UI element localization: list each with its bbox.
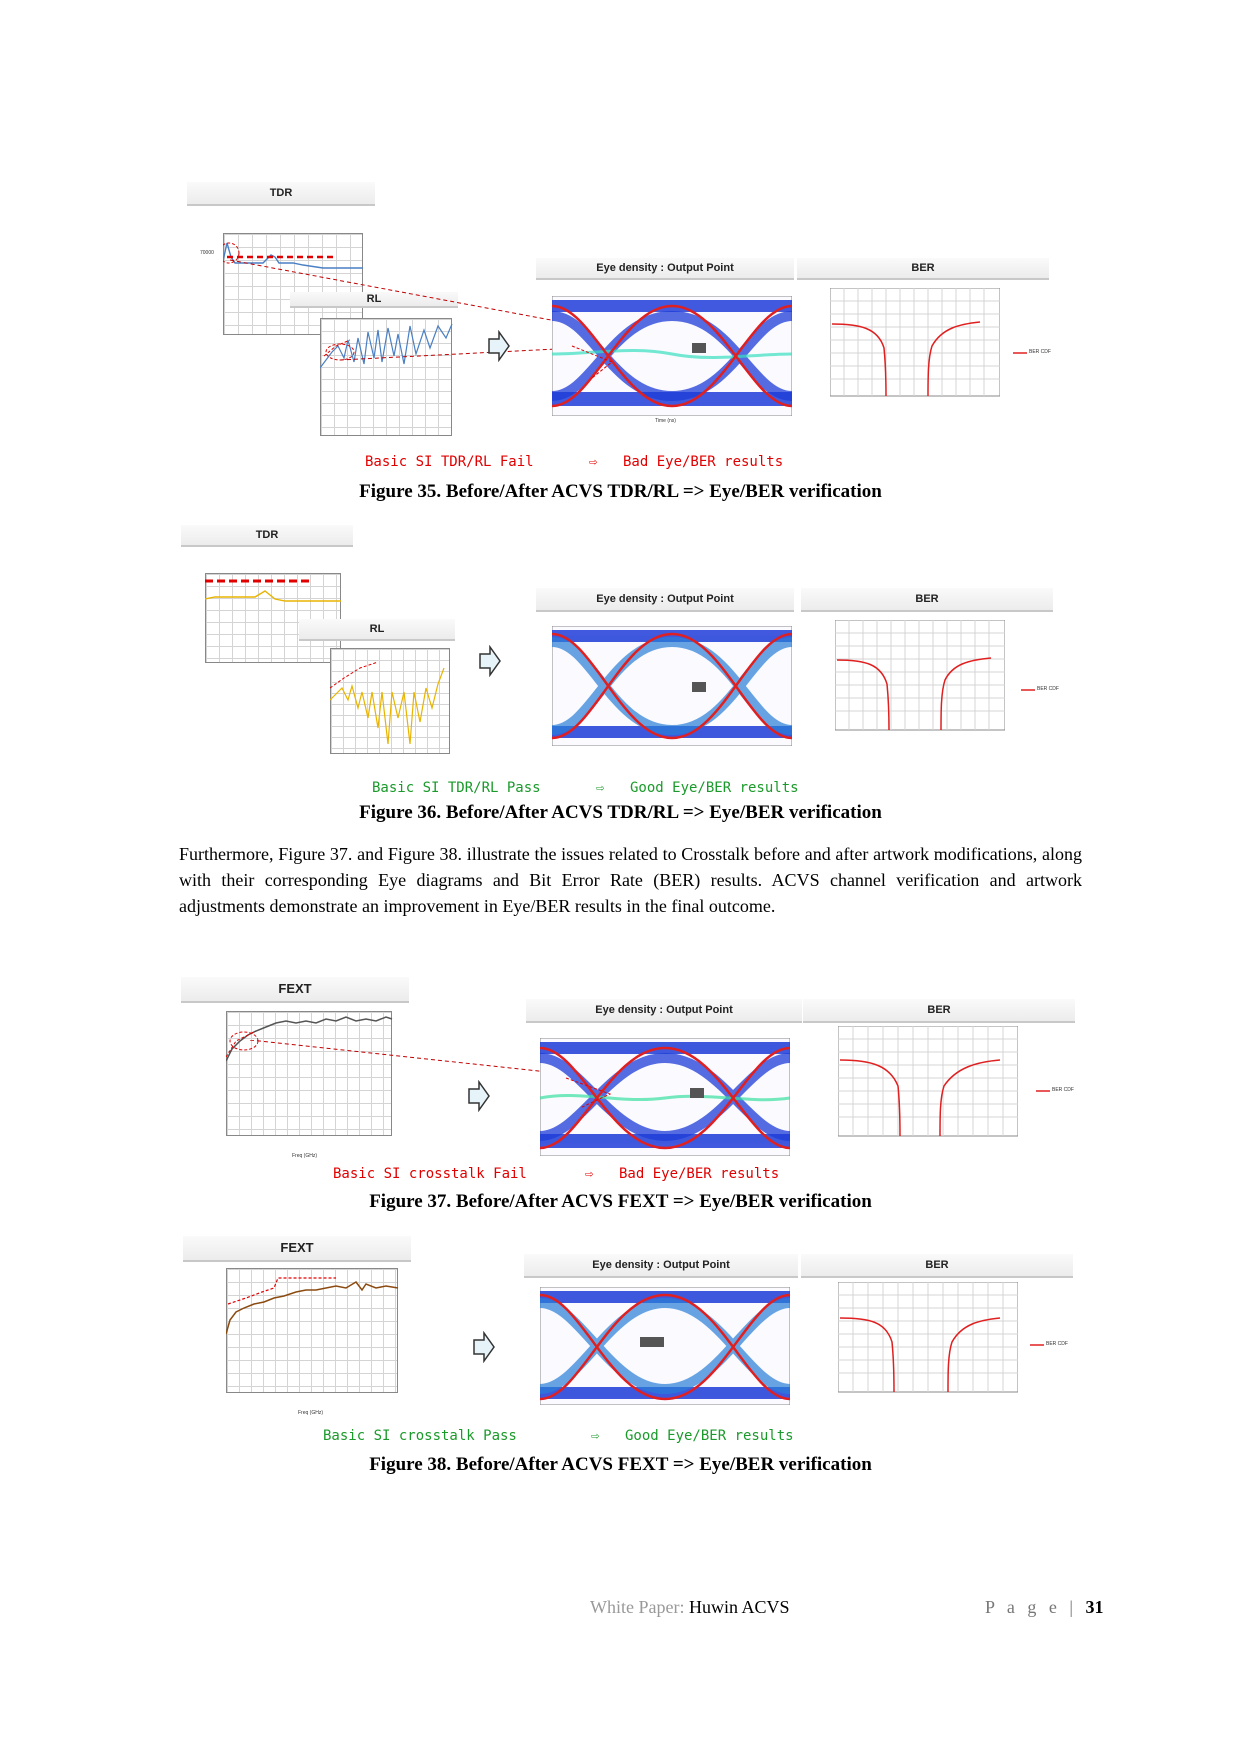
ber-panel-title: BER xyxy=(797,258,1049,280)
fext-xlabel: Freq (GHz) xyxy=(292,1153,317,1159)
footer-page-number: 31 xyxy=(1085,1597,1104,1617)
ber-legend: BER CDF xyxy=(1052,1087,1074,1093)
right-arrow-icon xyxy=(467,1080,491,1112)
eye-diagram-fail xyxy=(552,296,792,416)
rl-panel-title: RL xyxy=(290,292,458,308)
eye-panel-title: Eye density : Output Point xyxy=(524,1254,798,1278)
result-right: Bad Eye/BER results xyxy=(623,454,784,470)
body-paragraph: Furthermore, Figure 37. and Figure 38. illustrate the issues related to Crosstalk before and after artwork modifications, along with their corresponding Eye diagrams and Bit Error Rate (BER) results. ACVS channel verification and artwork adjustments demonstrate an improvement in Eye/BER results in the final outcome. xyxy=(179,844,1082,916)
right-arrow-icon xyxy=(472,1331,496,1363)
footer-page xyxy=(985,1597,1103,1618)
result-left: Basic SI crosstalk Fail xyxy=(333,1166,527,1182)
rl-curve-pass xyxy=(330,648,455,758)
result-left: Basic SI TDR/RL Fail xyxy=(365,454,534,470)
ber-plot-pass xyxy=(838,1282,1018,1394)
footer-sep: | xyxy=(1060,1597,1086,1617)
footer-doc: Huwin ACVS xyxy=(688,1597,790,1617)
ber-legend-swatch xyxy=(1030,1343,1044,1347)
rl-panel-title: RL xyxy=(299,619,455,641)
eye-diagram-pass xyxy=(552,626,792,746)
result-right: Good Eye/BER results xyxy=(630,780,799,796)
ber-panel-title: BER xyxy=(803,999,1075,1023)
footer-label: White Paper: xyxy=(590,1597,689,1617)
ber-plot-fail xyxy=(830,288,1000,398)
result-left: Basic SI TDR/RL Pass xyxy=(372,780,541,796)
figure-caption: Figure 35. Before/After ACVS TDR/RL => Eye/BER verification xyxy=(359,481,882,502)
eye-panel-title: Eye density : Output Point xyxy=(526,999,802,1023)
result-arrow: ⇨ xyxy=(591,1428,600,1444)
eye-panel-title: Eye density : Output Point xyxy=(536,588,794,612)
right-arrow-icon xyxy=(478,645,502,677)
result-arrow: ⇨ xyxy=(585,1166,594,1182)
ber-panel-title: BER xyxy=(801,1254,1073,1278)
figure-caption: Figure 37. Before/After ACVS FEXT => Eye/BER verification xyxy=(369,1191,872,1212)
fext-panel-title: FEXT xyxy=(181,977,409,1003)
fext-xlabel: Freq (GHz) xyxy=(298,1410,323,1416)
ber-plot-fail xyxy=(838,1026,1018,1138)
eye-diagram-pass xyxy=(540,1287,790,1405)
eye-diagram-fail xyxy=(540,1038,790,1156)
ber-legend-swatch xyxy=(1036,1089,1050,1093)
ber-panel-title: BER xyxy=(801,588,1053,612)
figure-caption: Figure 36. Before/After ACVS TDR/RL => Eye/BER verification xyxy=(359,802,882,823)
ber-plot-pass xyxy=(835,620,1005,732)
ber-legend: BER CDF xyxy=(1046,1341,1068,1347)
result-left: Basic SI crosstalk Pass xyxy=(323,1428,517,1444)
tdr-panel-title: TDR xyxy=(181,525,353,547)
fext-panel-title: FEXT xyxy=(183,1236,411,1262)
tdr-panel-title: TDR xyxy=(187,182,375,206)
right-arrow-icon xyxy=(487,330,511,362)
ber-legend-swatch xyxy=(1013,351,1027,355)
figure-caption: Figure 38. Before/After ACVS FEXT => Eye/BER verification xyxy=(369,1454,872,1475)
ber-legend: BER CDF xyxy=(1037,686,1059,692)
link-line xyxy=(250,1040,590,1080)
result-arrow: ⇨ xyxy=(589,454,598,470)
ber-legend: BER CDF xyxy=(1029,349,1051,355)
result-right: Bad Eye/BER results xyxy=(619,1166,780,1182)
ber-legend-swatch xyxy=(1021,688,1035,692)
eye-xlabel: Time (ns) xyxy=(655,418,676,424)
fext-curve-pass xyxy=(226,1268,401,1398)
result-right: Good Eye/BER results xyxy=(625,1428,794,1444)
eye-panel-title: Eye density : Output Point xyxy=(536,258,794,280)
footer-doc-title xyxy=(590,1597,790,1618)
footer-page-word: P a g e xyxy=(985,1597,1061,1617)
result-arrow: ⇨ xyxy=(596,780,605,796)
tdr-ylabel: 70000 xyxy=(200,250,214,256)
